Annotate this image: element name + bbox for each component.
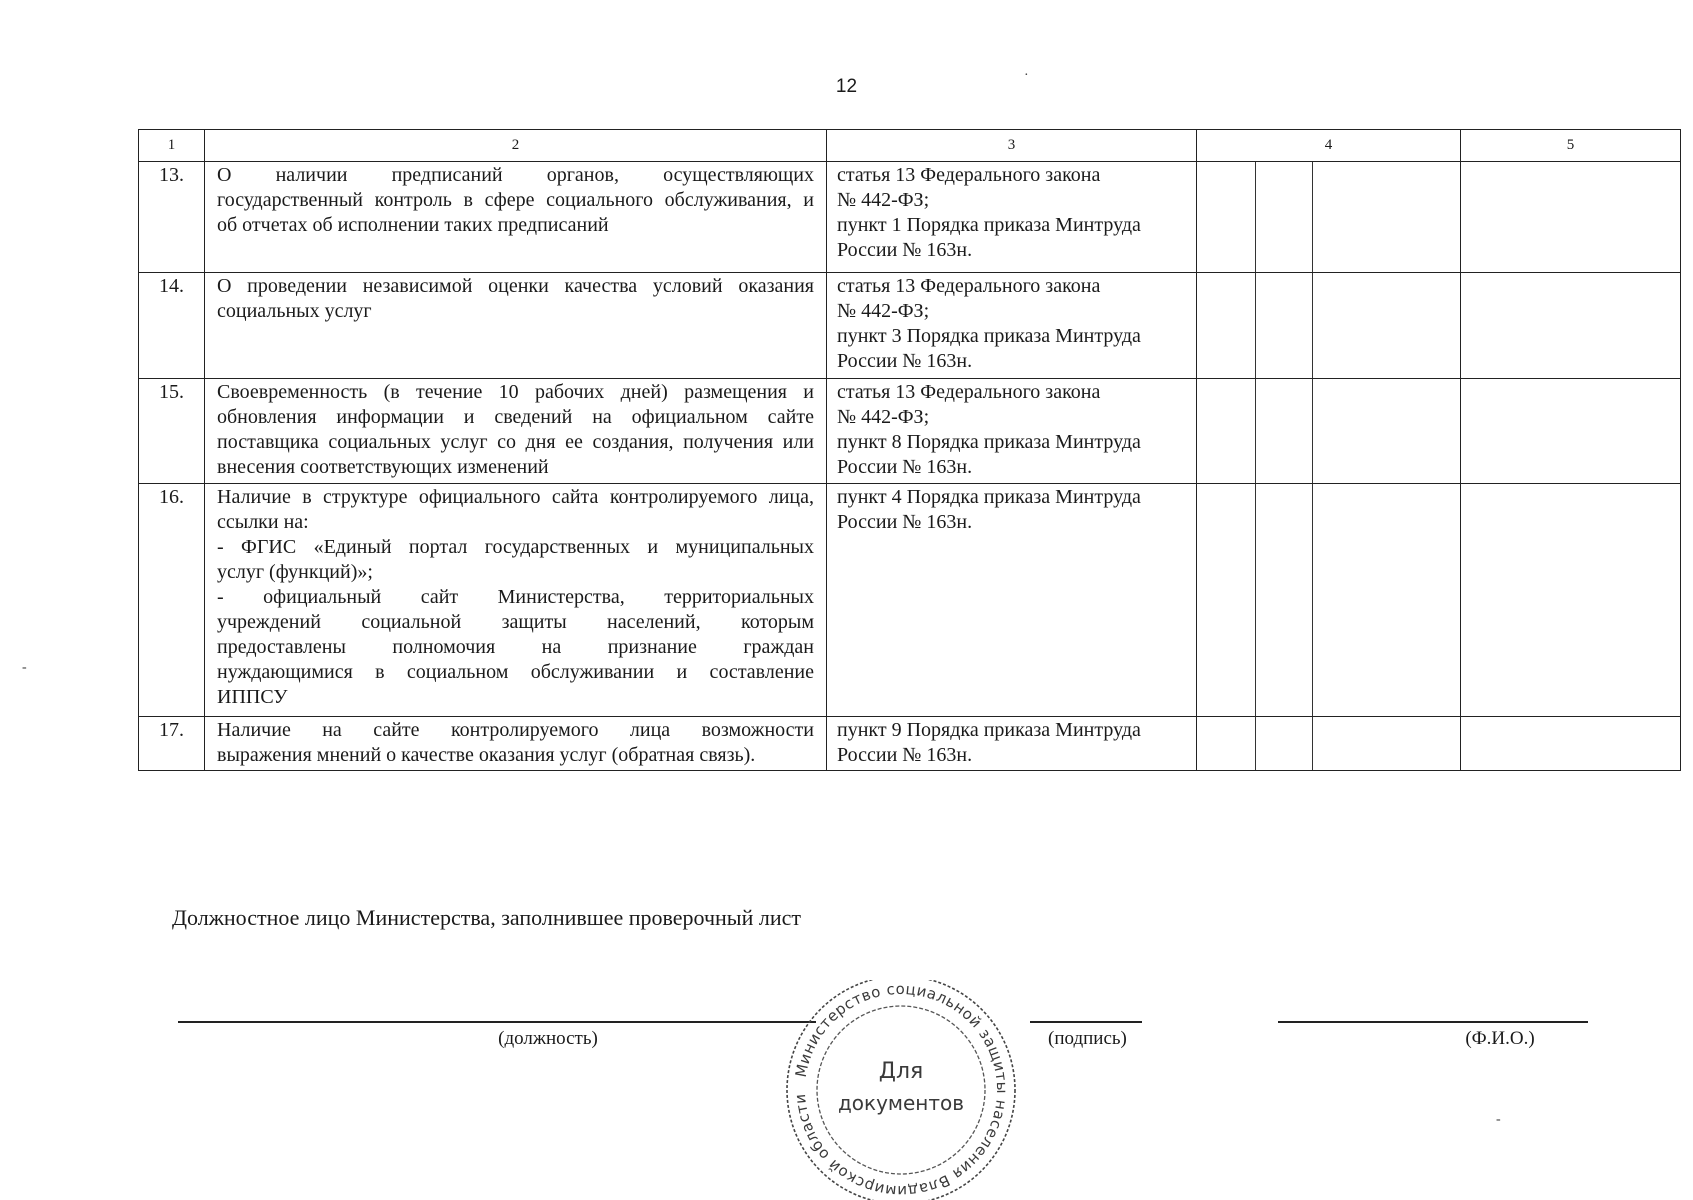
- stamp-center-line-2: документов: [837, 1091, 965, 1115]
- header-col-3: 3: [827, 130, 1197, 162]
- answer-cell: [1197, 717, 1461, 771]
- answer-subcolumns: [1197, 162, 1460, 272]
- header-col-5: 5: [1461, 130, 1681, 162]
- position-label: (должность): [498, 1028, 598, 1049]
- requirement-line: - ФГИС «Единый портал государственных и муниципальных: [217, 536, 814, 558]
- answer-no: [1256, 162, 1313, 272]
- row-number: 16.: [139, 484, 205, 717]
- requirement-line: услуг (функций)»;: [217, 561, 373, 583]
- reference-line: пункт 1 Порядка приказа Минтруда: [837, 214, 1141, 236]
- legal-reference: [827, 273, 1197, 379]
- reference-line: пункт 4 Порядка приказа Минтруда: [837, 486, 1141, 508]
- requirement-line: внесения соответствующих изменений: [217, 456, 549, 478]
- note-cell: [1461, 484, 1681, 717]
- svg-text:Министерство социальной защиты: [791, 980, 1011, 1200]
- reference-line: статья 13 Федерального закона: [837, 275, 1101, 297]
- reference-line: пункт 9 Порядка приказа Минтруда: [837, 719, 1141, 741]
- answer-yes: [1197, 379, 1256, 483]
- reference-line: № 442-ФЗ;: [837, 406, 930, 428]
- table-header-row: [139, 130, 1681, 162]
- reference-line: России № 163н.: [837, 511, 973, 533]
- answer-no: [1256, 717, 1313, 770]
- name-label: (Ф.И.О.): [1465, 1028, 1535, 1049]
- answer-na: [1313, 379, 1460, 483]
- reference-line: статья 13 Федерального закона: [837, 164, 1101, 186]
- row-number: 15.: [139, 379, 205, 484]
- note-cell: [1461, 717, 1681, 771]
- page-number: 12: [835, 76, 858, 97]
- requirement-line: обновления информации и сведений на официальном сайте: [217, 406, 814, 428]
- answer-cell: [1197, 379, 1461, 484]
- requirement-text: [205, 484, 827, 717]
- reference-line: России № 163н.: [837, 744, 973, 766]
- table-row: [139, 484, 1681, 717]
- answer-na: [1313, 717, 1460, 770]
- requirement-line: ссылки на:: [217, 511, 309, 533]
- official-stamp: [778, 980, 1024, 1200]
- answer-na: [1313, 162, 1460, 272]
- table-row: [139, 162, 1681, 273]
- name-line: [1278, 1021, 1588, 1023]
- signer-caption: Должностное лицо Министерства, заполнившее проверочный лист: [172, 905, 801, 930]
- requirement-line: об отчетах об исполнении таких предписаний: [217, 214, 609, 236]
- scan-dot: ·: [1024, 68, 1029, 83]
- signature-label: (подпись): [1048, 1028, 1127, 1049]
- signature-line: [1030, 1021, 1142, 1023]
- legal-reference: [827, 484, 1197, 717]
- table-row: [139, 273, 1681, 379]
- requirement-line: предоставлены полномочия на признание граждан: [217, 636, 814, 658]
- answer-yes: [1197, 484, 1256, 716]
- answer-subcolumns: [1197, 379, 1460, 483]
- reference-line: пункт 3 Порядка приказа Минтруда: [837, 325, 1141, 347]
- reference-line: России № 163н.: [837, 350, 973, 372]
- requirement-line: учреждений социальной защиты населений, которым: [217, 611, 814, 633]
- reference-line: пункт 8 Порядка приказа Минтруда: [837, 431, 1141, 453]
- answer-no: [1256, 379, 1313, 483]
- position-line: [178, 1021, 816, 1023]
- scan-dash: -: [1496, 1112, 1501, 1127]
- header-col-2: 2: [205, 130, 827, 162]
- requirement-line: О наличии предписаний органов, осуществляющих: [217, 164, 814, 186]
- reference-line: № 442-ФЗ;: [837, 189, 930, 211]
- reference-line: России № 163н.: [837, 456, 973, 478]
- answer-subcolumns: [1197, 484, 1460, 716]
- reference-line: статья 13 Федерального закона: [837, 381, 1101, 403]
- requirement-line: Наличие на сайте контролируемого лица возможности: [217, 719, 814, 741]
- requirement-line: поставщика социальных услуг со дня ее создания, получения или: [217, 431, 814, 453]
- header-col-1: 1: [139, 130, 205, 162]
- requirement-line: социальных услуг: [217, 300, 372, 322]
- requirement-line: Своевременность (в течение 10 рабочих дней) размещения и: [217, 381, 814, 403]
- requirement-text: [205, 162, 827, 273]
- answer-na: [1313, 273, 1460, 378]
- requirement-text: [205, 273, 827, 379]
- reference-line: России № 163н.: [837, 239, 973, 261]
- stamp-ring-text: Министерство социальной защиты населения Владимирской области: [790, 980, 1012, 1200]
- answer-cell: [1197, 484, 1461, 717]
- row-number: 17.: [139, 717, 205, 771]
- row-number: 14.: [139, 273, 205, 379]
- answer-cell: [1197, 273, 1461, 379]
- answer-yes: [1197, 273, 1256, 378]
- checklist-table: [138, 129, 1681, 771]
- scan-dash: -: [22, 660, 27, 675]
- legal-reference: [827, 717, 1197, 771]
- answer-cell: [1197, 162, 1461, 273]
- legal-reference: [827, 162, 1197, 273]
- requirement-line: выражения мнений о качестве оказания услуг (обратная связь).: [217, 744, 756, 766]
- requirement-line: нуждающимися в социальном обслуживании и составление: [217, 661, 814, 683]
- answer-na: [1313, 484, 1460, 716]
- table-row: [139, 717, 1681, 771]
- stamp-center-line-1: Для: [878, 1059, 924, 1084]
- header-col-4: 4: [1197, 130, 1461, 162]
- note-cell: [1461, 379, 1681, 484]
- requirement-line: ИППСУ: [217, 686, 288, 708]
- legal-reference: [827, 379, 1197, 484]
- answer-no: [1256, 484, 1313, 716]
- answer-subcolumns: [1197, 717, 1460, 770]
- note-cell: [1461, 162, 1681, 273]
- requirement-line: - официальный сайт Министерства, территориальных: [217, 586, 814, 608]
- requirement-text: [205, 379, 827, 484]
- requirement-line: государственный контроль в сфере социального обслуживания, и: [217, 189, 814, 211]
- row-number: 13.: [139, 162, 205, 273]
- answer-yes: [1197, 717, 1256, 770]
- requirement-line: Наличие в структуре официального сайта контролируемого лица,: [217, 486, 814, 508]
- answer-yes: [1197, 162, 1256, 272]
- requirement-line: О проведении независимой оценки качества условий оказания: [217, 275, 814, 297]
- answer-no: [1256, 273, 1313, 378]
- table-row: [139, 379, 1681, 484]
- reference-line: № 442-ФЗ;: [837, 300, 930, 322]
- answer-subcolumns: [1197, 273, 1460, 378]
- note-cell: [1461, 273, 1681, 379]
- requirement-text: [205, 717, 827, 771]
